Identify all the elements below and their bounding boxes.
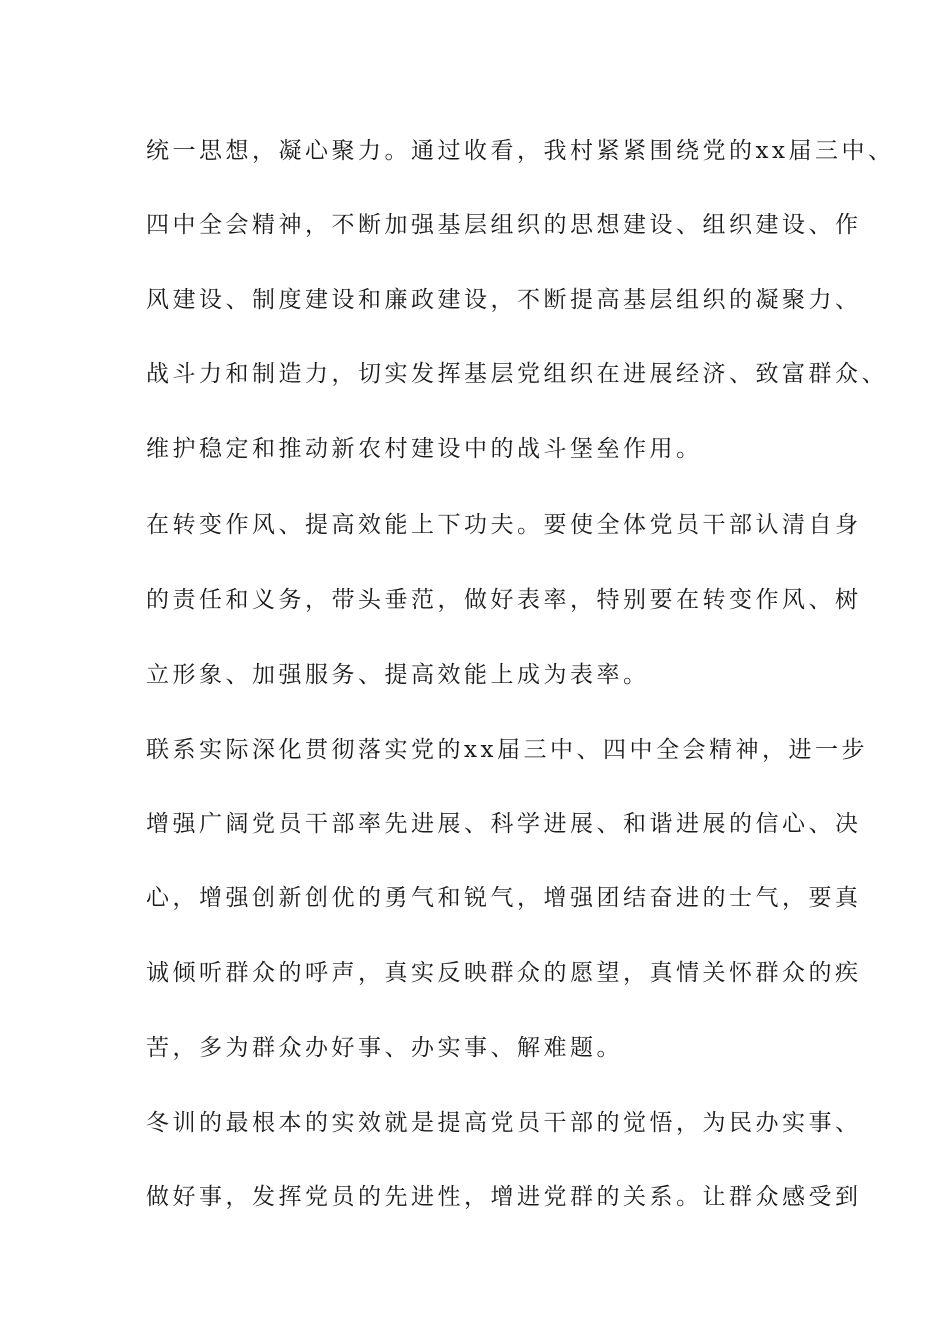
text-line: 在转变作风、提高效能上下功夫。要使全体党员干部认清自身 bbox=[146, 512, 862, 538]
text-line: 苦，多为群众办好事、办实事、解难题。 bbox=[146, 1035, 623, 1061]
text-line: 维护稳定和推动新农村建设中的战斗堡垒作用。 bbox=[146, 436, 703, 462]
text-line: 战斗力和制造力，切实发挥基层党组织在进展经济、致富群众、 bbox=[146, 361, 888, 387]
text-line: 冬训的最根本的实效就是提高党员干部的觉悟，为民办实事、 bbox=[146, 1110, 862, 1136]
text-line: 风建设、制度建设和廉政建设，不断提高基层组织的凝聚力、 bbox=[146, 287, 862, 313]
text-line: 联系实际深化贯彻落实党的xx届三中、四中全会精神，进一步 bbox=[146, 737, 868, 763]
text-line: 做好事，发挥党员的先进性，增进党群的关系。让群众感受到 bbox=[146, 1184, 862, 1210]
text-line: 四中全会精神，不断加强基层组织的思想建设、组织建设、作 bbox=[146, 212, 862, 238]
text-line: 诚倾听群众的呼声，真实反映群众的愿望，真情关怀群众的疾 bbox=[146, 960, 862, 986]
text-line: 立形象、加强服务、提高效能上成为表率。 bbox=[146, 662, 650, 688]
text-line: 心，增强创新创优的勇气和锐气，增强团结奋进的士气，要真 bbox=[146, 885, 862, 911]
text-line: 增强广阔党员干部率先进展、科学进展、和谐进展的信心、决 bbox=[146, 811, 862, 837]
text-line: 的责任和义务，带头垂范，做好表率，特别要在转变作风、树 bbox=[146, 587, 862, 613]
text-line: 统一思想，凝心聚力。通过收看，我村紧紧围绕党的xx届三中、 bbox=[146, 138, 895, 164]
